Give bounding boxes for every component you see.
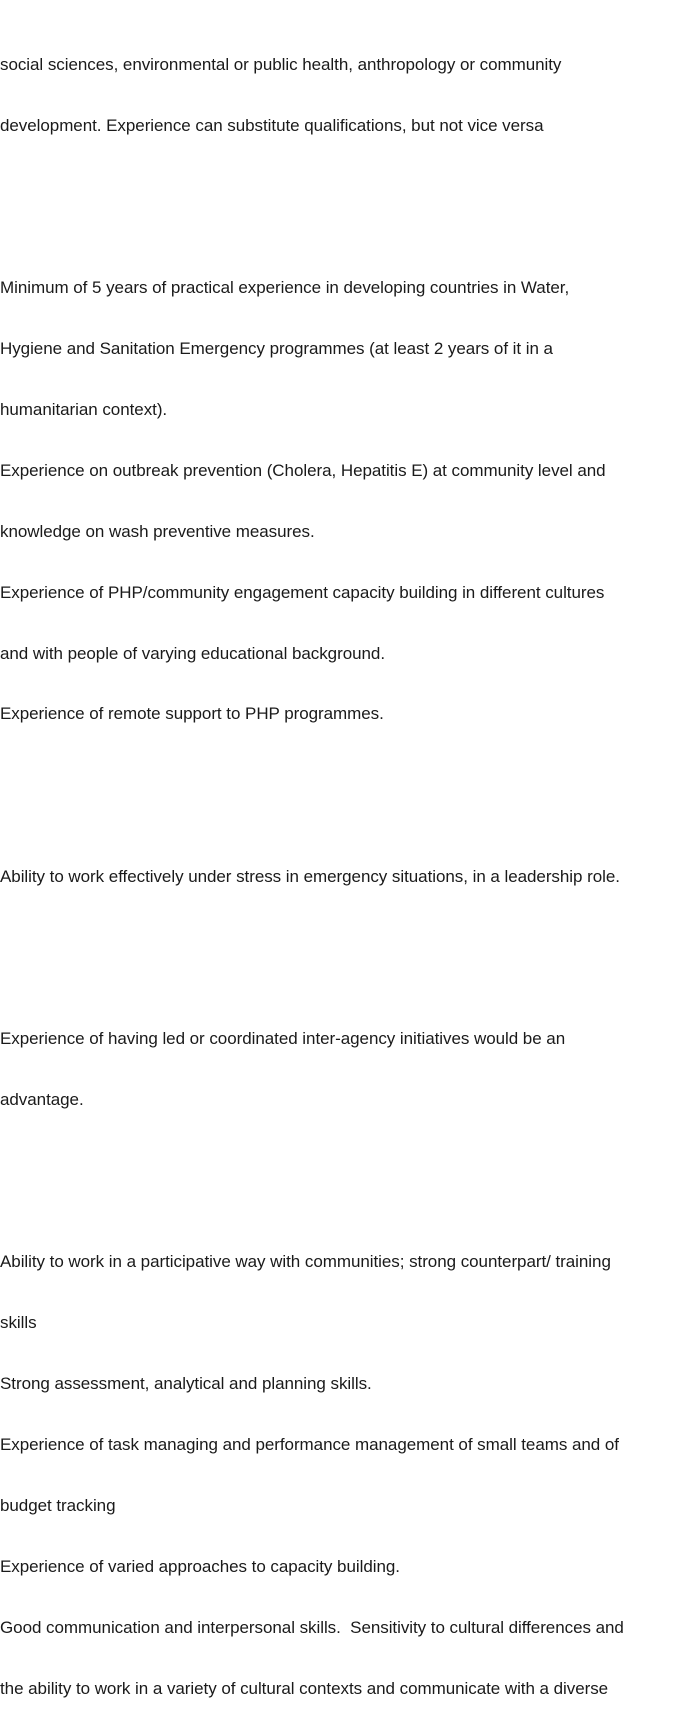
paragraph-gap — [0, 1151, 678, 1171]
text-line: Experience of having led or coordinated inter-agency initiatives would be an — [0, 1029, 566, 1049]
text-line: development. Experience can substitute qualifications, but not vice versa — [0, 115, 544, 135]
text-line: Experience on outbreak prevention (Cholera, Hepatitis E) at community level and — [0, 460, 606, 480]
text-line: social sciences, environmental or public health, anthropology or community — [0, 54, 562, 74]
text-line: skills — [0, 1313, 37, 1333]
text-line: Experience of PHP/community engagement capacity building in different cultures — [0, 582, 605, 602]
text-line: Experience of task managing and performance management of small teams and of — [0, 1435, 619, 1455]
text-line: advantage. — [0, 1090, 84, 1110]
text-line: the ability to work in a variety of cultural contexts and communicate with a diverse — [0, 1678, 609, 1698]
text-line: Strong assessment, analytical and planning skills. — [0, 1374, 372, 1394]
text-line: Experience of remote support to PHP programmes. — [0, 704, 384, 724]
text-line: Ability to work in a participative way with communities; strong counterpart/ training — [0, 1252, 611, 1272]
text-line: humanitarian context). — [0, 399, 168, 419]
text-line: knowledge on wash preventive measures. — [0, 521, 315, 541]
paragraph-gap — [0, 765, 678, 785]
text-line: budget tracking — [0, 1495, 116, 1515]
text-line: Hygiene and Sanitation Emergency programmes (at least 2 years of it in a — [0, 339, 553, 359]
paragraph-gap — [0, 177, 678, 197]
text-line: Good communication and interpersonal skills. Sensitivity to cultural differences and — [0, 1617, 624, 1637]
paragraph-gap — [0, 928, 678, 948]
text-line: and with people of varying educational background. — [0, 643, 385, 663]
text-line: Experience of varied approaches to capacity building. — [0, 1556, 400, 1576]
text-line: Ability to work effectively under stress in emergency situations, in a leadership role. — [0, 866, 620, 886]
text-line: Minimum of 5 years of practical experience in developing countries in Water, — [0, 278, 570, 298]
